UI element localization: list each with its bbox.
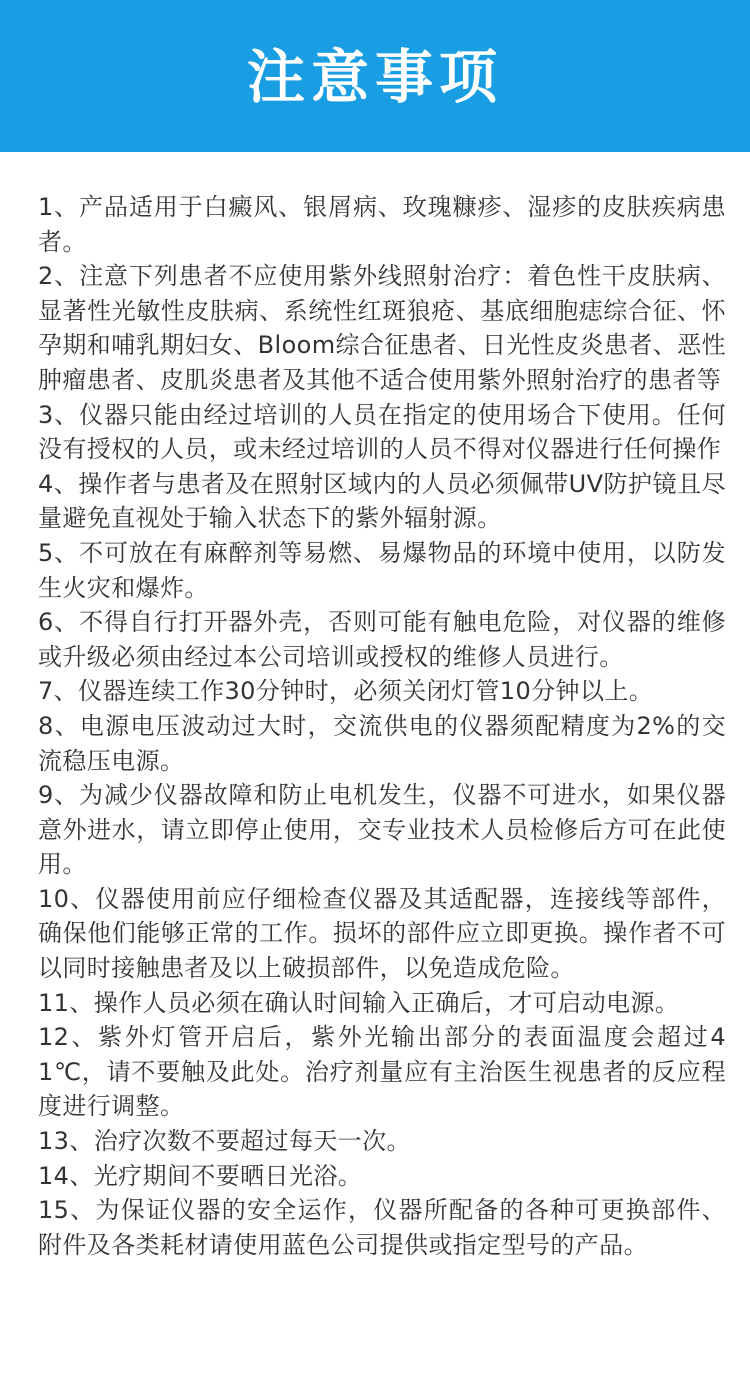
- note-item-12: 12、紫外灯管开启后，紫外光输出部分的表面温度会超过41℃，请不要触及此处。治疗剂量应有主治医生视患者的反应程度进行调整。: [38, 1023, 726, 1121]
- note-item-8: 8、电源电压波动过大时，交流供电的仪器须配精度为2%的交流稳压电源。: [38, 711, 726, 775]
- notes-list: [0, 152, 750, 1262]
- note-item-1: 1、产品适用于白癜风、银屑病、玫瑰糠疹、湿疹的皮肤疾病患者。: [38, 193, 726, 256]
- note-item-3: 3、仪器只能由经过培训的人员在指定的使用场合下使用。任何没有授权的人员，或未经过培训的人员不得对仪器进行任何操作: [38, 400, 726, 464]
- note-item-10: 10、仪器使用前应仔细检查仪器及其适配器，连接线等部件，确保他们能够正常的工作。损坏的部件应立即更换。操作者不可以同时接触患者及以上破损部件，以免造成危险。: [38, 884, 726, 983]
- note-item-15: 15、为保证仪器的安全运作，仪器所配备的各种可更换部件、附件及各类耗材请使用蓝色公司提供或指定型号的产品。: [38, 1196, 726, 1259]
- note-item-13: 13、治疗次数不要超过每天一次。: [38, 1127, 411, 1156]
- note-item-7: 7、仪器连续工作30分钟时，必须关闭灯管10分钟以上。: [38, 677, 654, 706]
- note-item-11: 11、操作人员必须在确认时间输入正确后，才可启动电源。: [38, 988, 680, 1017]
- note-item-4: 4、操作者与患者及在照射区域内的人员必须佩带UV防护镜且尽量避免直视处于输入状态下的紫外辐射源。: [38, 469, 726, 533]
- note-item-2: 2、注意下列患者不应使用紫外线照射治疗：着色性干皮肤病、显著性光敏性皮肤病、系统性红斑狼疮、基底细胞痣综合征、怀孕期和哺乳期妇女、Bloom综合征患者、日光性皮炎患者、恶性肿瘤患者、皮肌炎患者及其他不适合使用紫外照射治疗的患者等: [38, 262, 726, 394]
- page-title: 注意事项: [246, 43, 503, 111]
- note-item-9: 9、为减少仪器故障和防止电机发生，仪器不可进水，如果仪器意外进水，请立即停止使用，交专业技术人员检修后方可在此使用。: [38, 781, 726, 879]
- title-banner: [0, 0, 750, 152]
- note-item-14: 14、光疗期间不要晒日光浴。: [38, 1161, 363, 1190]
- note-item-6: 6、不得自行打开器外壳，否则可能有触电危险，对仪器的维修或升级必须由经过本公司培训或授权的维修人员进行。: [38, 608, 726, 671]
- note-item-5: 5、不可放在有麻醉剂等易燃、易爆物品的环境中使用，以防发生火灾和爆炸。: [38, 538, 726, 602]
